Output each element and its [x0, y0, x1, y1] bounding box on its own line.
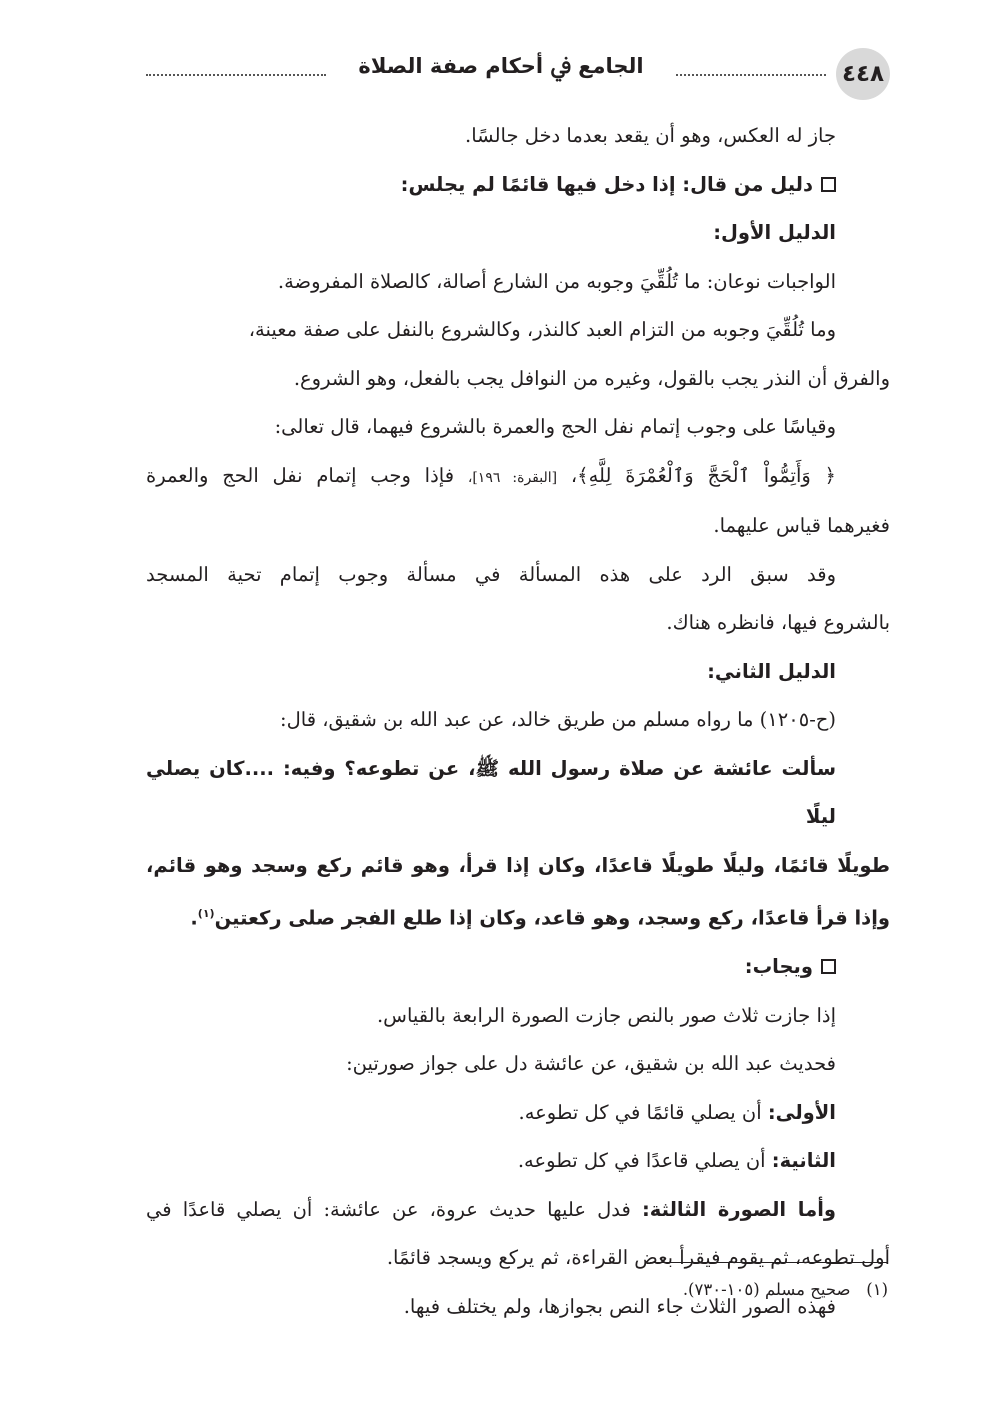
paragraph-line: أول تطوعه، ثم يقوم فيقرأ بعض القراءة، ثم يركع ويسجد قائمًا.: [386, 1246, 890, 1269]
header-dotted-line-left: [146, 74, 326, 76]
paragraph-line: وأما الصورة الثالثة: فدل عليها حديث عروة، عن عائشة: أن يصلي قاعدًا في: [146, 1197, 837, 1221]
running-header: [140, 48, 890, 100]
footnote-marker: (١): [866, 1280, 888, 1299]
quran-quote-line: ﴿ وَأَتِمُّواْ ٱلْحَجَّ وَٱلْعُمْرَةَ لِلَّهِ﴾، [البقرة: ١٩٦]، فإذا وجب إتمام نفل الحج والعمرة: [146, 463, 836, 487]
footnote: [188, 1270, 888, 1310]
section-heading: دليل من قال: إذا دخل فيها قائمًا لم يجلس:: [146, 161, 890, 210]
hadith-text: وإذا قرأ قاعدًا، ركع وسجد، وهو قاعد، وكان إذا طلع الفجر صلى ركعتين$^{(١)}$.: [190, 906, 890, 930]
quran-verse: ﴿ وَأَتِمُّواْ ٱلْحَجَّ وَٱلْعُمْرَةَ لِلَّهِ﴾،: [570, 463, 836, 487]
paragraph-line: فحديث عبد الله بن شقيق، عن عائشة دل على جواز صورتين:: [346, 1052, 836, 1075]
checkbox-square-icon: [821, 177, 836, 192]
footnote-text: صحيح مسلم (١٠٥-٧٣٠).: [682, 1280, 851, 1299]
paragraph-line: فغيرهما قياس عليهما.: [713, 514, 890, 537]
subheading-first-evidence: الدليل الأول:: [713, 221, 836, 244]
paragraph-line: فهذه الصور الثلاث جاء النص بجوازها، ولم يختلف فيها.: [403, 1294, 836, 1318]
footnote-reference: (١): [197, 907, 215, 920]
hadith-intro: (ح-١٢٠٥) ما رواه مسلم من طريق خالد، عن عبد الله بن شقيق، قال:: [280, 708, 836, 731]
paragraph-line: والفرق أن النذر يجب بالقول، وغيره من النوافل يجب بالفعل، وهو الشروع.: [293, 366, 890, 390]
subheading-second-evidence: الدليل الثاني:: [707, 659, 836, 683]
body-text: [146, 112, 890, 1331]
paragraph-line: إذا جازت ثلاث صور بالنص جازت الصورة الرابعة بالقياس.: [376, 1003, 836, 1027]
header-dotted-line-right: [676, 74, 826, 76]
paragraph-line: الثانية: أن يصلي قاعدًا في كل تطوعه.: [517, 1149, 836, 1172]
hadith-text: سألت عائشة عن صلاة رسول الله ﷺ، عن تطوعه؟ وفيه: ....كان يصلي ليلًا: [146, 756, 836, 828]
paragraph-line: وقد سبق الرد على هذه المسألة في مسألة وجوب إتمام تحية المسجد: [146, 562, 836, 586]
checkbox-square-icon: [821, 959, 836, 974]
book-title: الجامع ﰲ أحكام صفة الصلاة: [358, 54, 644, 78]
paragraph-line: وما تُلُقِّيَ وجوبه من التزام العبد كالنذر، وكالشروع بالنفل على صفة معينة،: [248, 318, 836, 341]
section-heading: ويجاب:: [146, 943, 890, 992]
paragraph-line: وقياسًا على وجوب إتمام نفل الحج والعمرة بالشروع فيهما، قال تعالى:: [274, 415, 836, 438]
hadith-text: طويلًا قائمًا، وليلًا طويلًا قاعدًا، وكان إذا قرأ، وهو قائم ركع وسجد وهو قائم،: [146, 853, 890, 877]
paragraph-line: الأولى: أن يصلي قائمًا في كل تطوعه.: [518, 1100, 836, 1124]
footnote-divider: [650, 1262, 888, 1263]
paragraph-line: بالشروع فيها، فانظره هناك.: [666, 611, 890, 634]
page-number: ٤٤٨: [836, 48, 890, 100]
paragraph-line: جاز له العكس، وهو أن يقعد بعدما دخل جالسًا.: [465, 124, 836, 147]
quran-reference: [البقرة: ١٩٦]،: [467, 469, 558, 486]
paragraph-line: الواجبات نوعان: ما تُلُقِّيَ وجوبه من الشارع أصالة، كالصلاة المفروضة.: [277, 269, 836, 293]
